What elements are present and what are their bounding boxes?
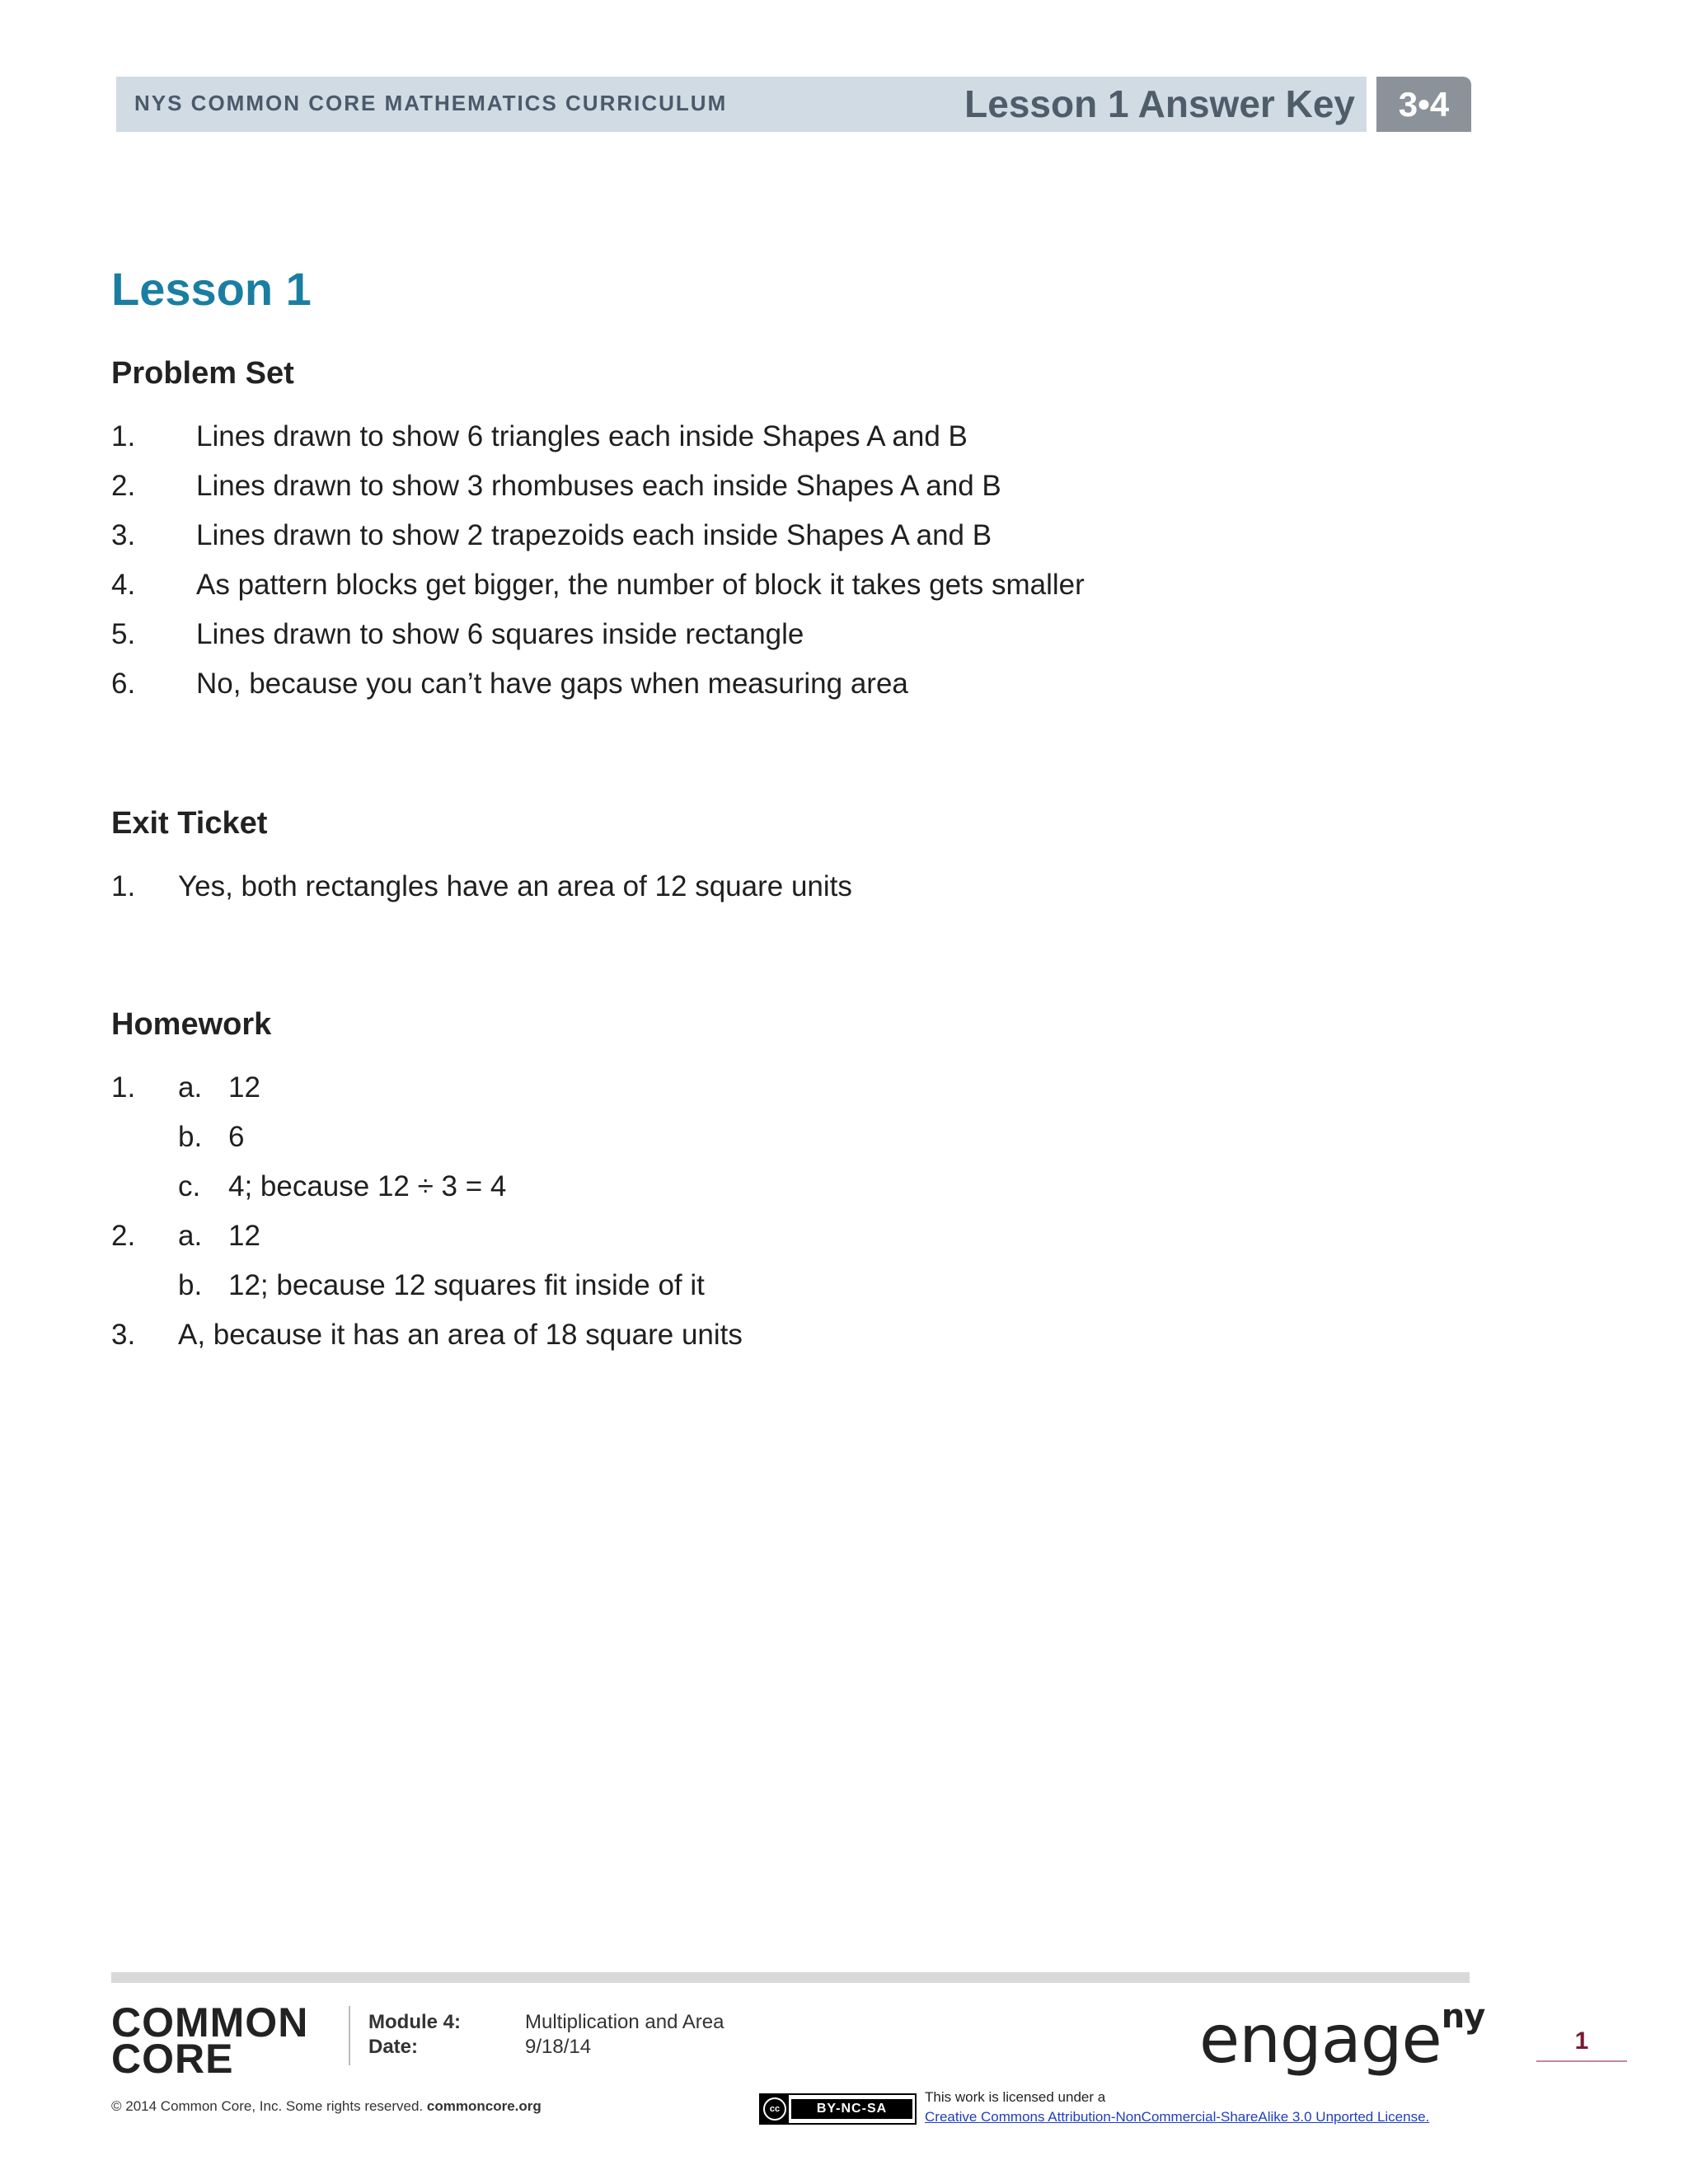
list-item — [0, 420, 968, 452]
list-item — [0, 1121, 245, 1153]
item-number: 2. — [111, 1220, 136, 1252]
item-number: 2. — [111, 470, 136, 502]
item-number: 6. — [111, 668, 136, 700]
item-text: Yes, both rectangles have an area of 12 square units — [178, 870, 852, 902]
module-label: Module 4: — [368, 2011, 461, 2033]
item-text: 12 — [228, 1071, 260, 1104]
list-item — [0, 1220, 260, 1252]
list-item — [0, 1170, 507, 1202]
copyright-site[interactable]: commoncore.org — [426, 2098, 542, 2114]
item-number: 1. — [111, 1071, 136, 1104]
license-text: This work is licensed under a — [925, 2089, 1106, 2105]
item-number: 4. — [111, 569, 136, 601]
item-text: Lines drawn to show 2 trapezoids each inside Shapes A and B — [196, 519, 992, 551]
list-item — [0, 870, 852, 902]
item-number: 1. — [111, 420, 136, 452]
module-value: Multiplication and Area — [525, 2011, 724, 2033]
item-text: Lines drawn to show 3 rhombuses each inside Shapes A and B — [196, 470, 1001, 502]
problem-set-heading: Problem Set — [111, 356, 294, 391]
list-item — [0, 1071, 260, 1104]
list-item — [0, 519, 992, 551]
item-number: 1. — [111, 870, 136, 902]
item-text: 12 — [228, 1220, 260, 1252]
copyright-notice — [111, 2098, 542, 2115]
item-number: 5. — [111, 618, 136, 650]
curriculum-name: NYS COMMON CORE MATHEMATICS CURRICULUM — [134, 91, 728, 115]
item-text: 12; because 12 squares fit inside of it — [228, 1269, 705, 1301]
page-number: 1 — [1536, 2027, 1627, 2062]
page-title: Lesson 1 — [111, 263, 312, 315]
item-letter: a. — [178, 1071, 203, 1104]
date-label: Date: — [368, 2036, 419, 2058]
logo-line-2: CORE — [111, 2036, 234, 2082]
common-core-logo — [111, 1999, 309, 2082]
list-item — [0, 1269, 705, 1301]
logo-line-1: COMMON — [111, 1999, 309, 2046]
item-number: 3. — [111, 1319, 136, 1351]
footer-divider-bar — [111, 1972, 1470, 1983]
ny-text: ny — [1441, 1998, 1485, 2036]
item-text: 6 — [228, 1121, 245, 1153]
footer-vertical-divider — [349, 2006, 350, 2065]
list-item — [0, 470, 1001, 502]
license-link[interactable]: Creative Commons Attribution-NonCommercial-ShareAlike 3.0 Unported License. — [925, 2109, 1430, 2125]
item-text: As pattern blocks get bigger, the number of block it takes gets smaller — [196, 569, 1085, 601]
item-letter: c. — [178, 1170, 201, 1202]
engageny-logo — [1199, 1998, 1485, 2078]
creative-commons-badge — [759, 2093, 917, 2125]
cc-license-label: BY-NC-SA — [791, 2099, 912, 2119]
exit-ticket-heading: Exit Ticket — [111, 806, 268, 841]
copyright-text: © 2014 Common Core, Inc. Some rights reserved. — [111, 2098, 424, 2114]
item-letter: a. — [178, 1220, 203, 1252]
cc-icon: cc — [761, 2095, 789, 2123]
item-text: A, because it has an area of 18 square units — [178, 1319, 743, 1351]
item-number: 3. — [111, 519, 136, 551]
item-letter: b. — [178, 1121, 203, 1153]
item-letter: b. — [178, 1269, 203, 1301]
item-text: Lines drawn to show 6 squares inside rectangle — [196, 618, 804, 650]
list-item — [0, 618, 804, 650]
item-text: Lines drawn to show 6 triangles each inside Shapes A and B — [196, 420, 968, 452]
homework-heading: Homework — [111, 1007, 272, 1042]
date-value: 9/18/14 — [525, 2036, 592, 2058]
engage-text: engage — [1199, 2001, 1442, 2078]
grade-module-badge: 3•4 — [1376, 77, 1471, 132]
item-text: 4; because 12 ÷ 3 = 4 — [228, 1170, 507, 1202]
item-text: No, because you can’t have gaps when measuring area — [196, 668, 908, 700]
answer-key-title: Lesson 1 Answer Key — [964, 82, 1355, 125]
